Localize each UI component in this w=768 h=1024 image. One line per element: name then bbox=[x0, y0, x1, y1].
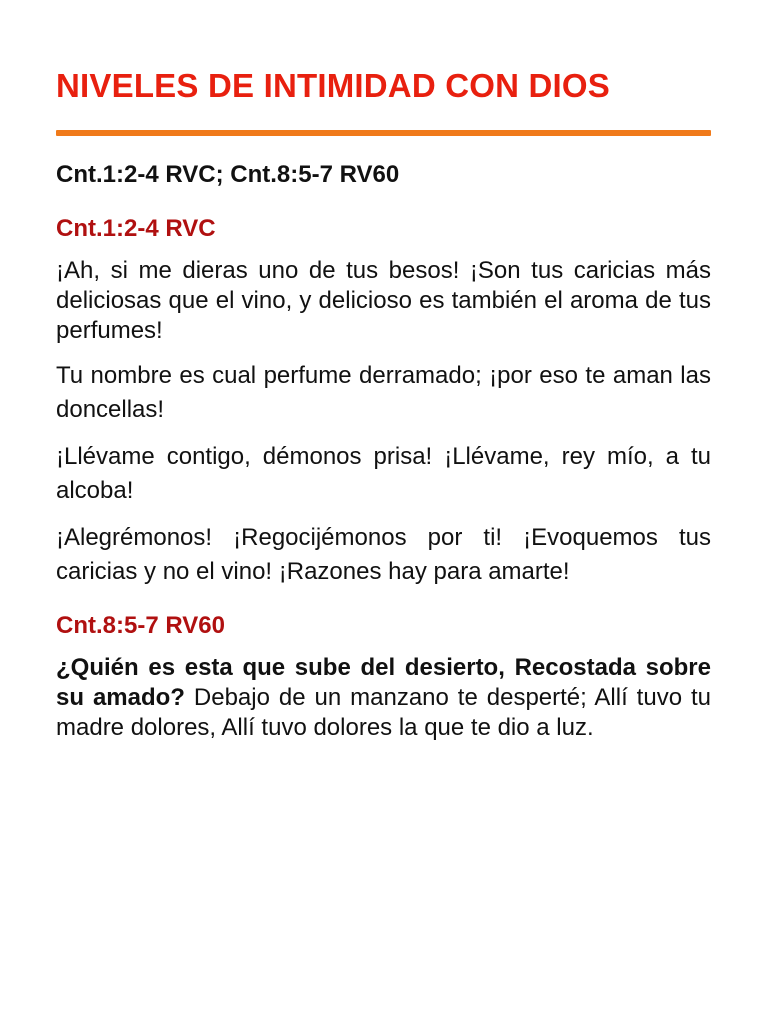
paragraph-cnt1-verse4a: ¡Llévame contigo, démonos prisa! ¡Llévame, rey mío, a tu alcoba! bbox=[56, 443, 711, 504]
scripture-references: Cnt.1:2-4 RVC; Cnt.8:5-7 RV60 bbox=[56, 161, 400, 188]
section-heading-cnt1: Cnt.1:2-4 RVC bbox=[56, 215, 216, 242]
section-heading-cnt8: Cnt.8:5-7 RV60 bbox=[56, 612, 225, 639]
verse-continuation: Debajo de un manzano te desperté; Allí tuvo tu madre dolores, Allí tuvo dolores la que te dio a luz. bbox=[56, 684, 711, 741]
paragraph-cnt1-verse4b: ¡Alegrémonos! ¡Regocijémonos por ti! ¡Evoquemos tus caricias y no el vino! ¡Razones hay para amarte! bbox=[56, 524, 711, 585]
paragraph-cnt8-verse5 bbox=[56, 653, 711, 743]
title-divider bbox=[56, 130, 711, 136]
paragraph-cnt1-verse3: Tu nombre es cual perfume derramado; ¡por eso te aman las doncellas! bbox=[56, 362, 711, 423]
document-page bbox=[56, 60, 711, 743]
page-title: NIVELES DE INTIMIDAD CON DIOS bbox=[56, 67, 611, 104]
verse-bold-question: ¿Quién es esta que sube del desierto, Recostada sobre su amado? bbox=[56, 654, 711, 711]
paragraph-cnt1-verse2: ¡Ah, si me dieras uno de tus besos! ¡Son tus caricias más deliciosas que el vino, y delicioso es también el aroma de tus perfumes! bbox=[56, 257, 711, 344]
